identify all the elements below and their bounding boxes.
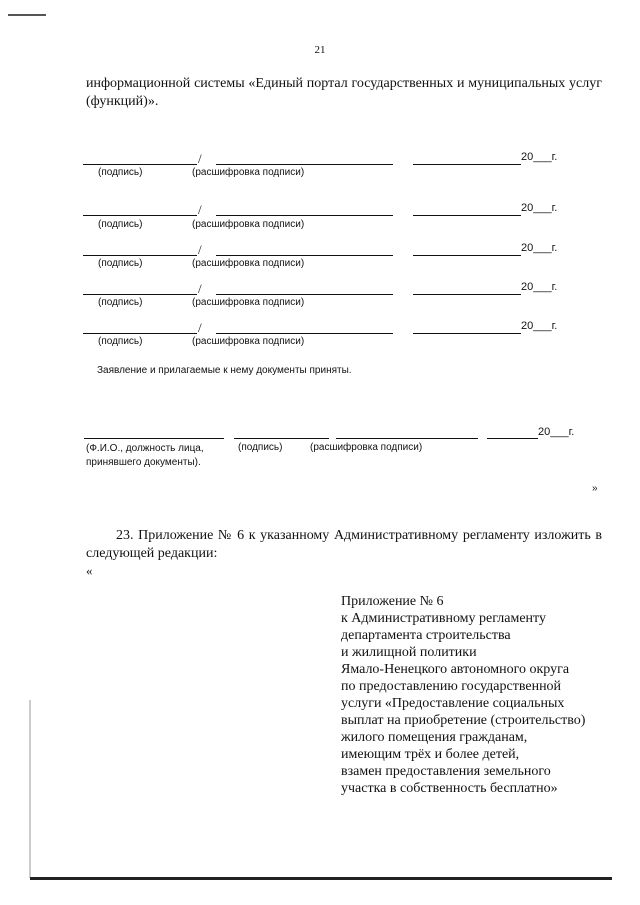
caption-sign: (подпись) [98,336,143,347]
decode-line [216,294,393,295]
caption-sign: (подпись) [98,297,143,308]
appendix-line: услуги «Предоставление социальных [341,696,565,711]
separator-slash: / [198,281,202,296]
appendix-line: имеющим трёх и более детей, [341,747,520,762]
caption-sign: (подпись) [98,258,143,269]
signature-line [83,255,197,256]
decode-line [216,164,393,165]
date-line [413,164,521,165]
appendix-line: выплат на приобретение (строительство) [341,713,586,728]
caption-sign: (подпись) [238,442,283,453]
appendix-line: Ямало-Ненецкого автономного округа [341,662,570,677]
caption-fio: (Ф.И.О., должность лица, принявшего документы). [86,443,204,468]
item-23-paragraph: 23. Приложение № 6 к указанному Административному регламенту изложить в следующей редакции: [86,528,602,561]
appendix-line: жилого помещения гражданам, [341,730,528,745]
separator-slash: / [198,202,202,217]
decode-line [216,255,393,256]
appendix-header [341,593,621,797]
appendix-line: участка в собственность бесплатно» [341,781,558,796]
decode-line [216,333,393,334]
signature-line [83,333,197,334]
closing-quote: » [592,483,598,494]
appendix-line: по предоставлению государственной [341,679,562,694]
scan-bottom-edge [30,877,612,880]
date-line [413,333,521,334]
signature-line [83,215,197,216]
intro-paragraph: информационной системы «Единый портал государственных и муниципальных услуг (функций)». [86,76,602,109]
decode-line [216,215,393,216]
scan-edge-shadow [29,700,31,878]
caption-sign: (подпись) [98,167,143,178]
date-line [413,215,521,216]
separator-slash: / [198,151,202,166]
date-year: 20___г. [521,320,558,332]
date-line [487,438,538,439]
date-line [413,294,521,295]
caption-decode: (расшифровка подписи) [310,442,423,453]
caption-decode: (расшифровка подписи) [192,258,305,269]
opening-quote: « [86,563,93,578]
date-year: 20___г. [521,242,558,254]
caption-decode: (расшифровка подписи) [192,167,305,178]
separator-slash: / [198,320,202,335]
caption-sign: (подпись) [98,219,143,230]
date-year: 20___г. [521,151,558,163]
appendix-line: к Административному регламенту [341,611,546,626]
fio-line [84,438,224,439]
separator-slash: / [198,242,202,257]
caption-decode: (расшифровка подписи) [192,336,305,347]
caption-decode: (расшифровка подписи) [192,219,305,230]
decode-line [336,438,478,439]
signature-line [83,164,197,165]
signature-line [234,438,329,439]
appendix-line: Приложение № 6 [341,594,444,609]
appendix-line: взамен предоставления земельного [341,764,551,779]
date-year: 20___г. [538,426,575,438]
date-line [413,255,521,256]
scan-mark [8,14,46,16]
appendix-line: департамента строительства [341,628,511,643]
signature-line [83,294,197,295]
page-number: 21 [314,44,326,56]
date-year: 20___г. [521,281,558,293]
appendix-line: и жилищной политики [341,645,477,660]
caption-decode: (расшифровка подписи) [192,297,305,308]
accepted-text: Заявление и прилагаемые к нему документы приняты. [97,365,352,376]
date-year: 20___г. [521,202,558,214]
